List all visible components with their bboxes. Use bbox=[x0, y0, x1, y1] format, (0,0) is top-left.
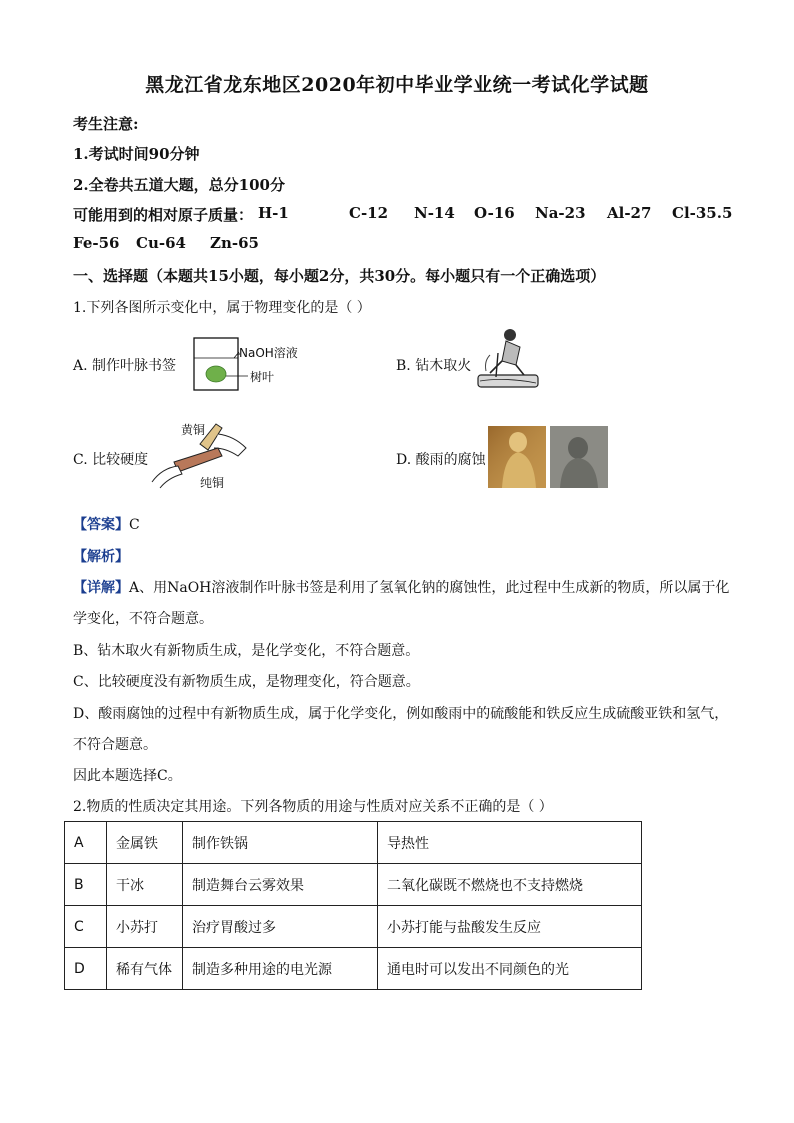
detail-tag: 【详解】 bbox=[73, 580, 129, 596]
question-2-stem: 2.物质的性质决定其用途。下列各物质的用途与性质对应关系不正确的是（ ） bbox=[73, 799, 553, 815]
table-cell: 制作铁锅 bbox=[183, 822, 378, 864]
notice-item-time: 1.考试时间90分钟 bbox=[73, 145, 200, 163]
section-heading: 一、选择题（本题共15小题，每小题2分，共30分。每小题只有一个正确选项） bbox=[73, 267, 606, 285]
question-1-stem: 1.下列各图所示变化中，属于物理变化的是（ ） bbox=[73, 300, 371, 316]
brass-label: 黄铜 bbox=[181, 423, 206, 437]
option-b-label: B. 钻木取火 bbox=[396, 358, 472, 374]
option-a-label: A. 制作叶脉书签 bbox=[73, 358, 177, 374]
table-cell: 治疗胃酸过多 bbox=[183, 906, 378, 948]
atomic-mass-zn: Zn-65 bbox=[210, 234, 259, 252]
answer-value: C bbox=[129, 517, 140, 533]
table-cell: 金属铁 bbox=[107, 822, 183, 864]
atomic-mass-n: N-14 bbox=[414, 204, 455, 222]
detail-c-line: C、比较硬度没有新物质生成，是物理变化，符合题意。 bbox=[73, 674, 420, 690]
atomic-mass-c: C-12 bbox=[349, 204, 389, 222]
pure-copper-label: 纯铜 bbox=[200, 476, 225, 490]
table-cell: 制造舞台云雾效果 bbox=[183, 864, 378, 906]
atomic-mass-al: Al-27 bbox=[607, 204, 652, 222]
detail-d-line-1: D、酸雨腐蚀的过程中有新物质生成，属于化学变化，例如酸雨中的硫酸能和铁反应生成硫酸亚铁和氢气， bbox=[73, 706, 729, 722]
table-cell: 通电时可以发出不同颜色的光 bbox=[378, 948, 642, 990]
table-cell: 制造多种用途的电光源 bbox=[183, 948, 378, 990]
naoh-solution-label: NaOH溶液 bbox=[239, 346, 298, 360]
drilling-wood-fire-icon bbox=[476, 325, 542, 393]
atomic-mass-o: O-16 bbox=[474, 204, 515, 222]
detail-d-line-2: 不符合题意。 bbox=[73, 737, 157, 753]
leaf-label: 树叶 bbox=[250, 370, 275, 384]
detail-a-line-2: 学变化，不符合题意。 bbox=[73, 611, 213, 627]
notice-heading: 考生注意: bbox=[73, 115, 139, 133]
answer-line bbox=[73, 514, 140, 534]
table-row bbox=[65, 822, 642, 864]
option-d-label: D. 酸雨的腐蚀 bbox=[396, 452, 486, 468]
analysis-tag: 【解析】 bbox=[73, 549, 129, 565]
analysis-line bbox=[73, 546, 129, 566]
table-cell: B bbox=[65, 864, 107, 906]
atomic-mass-cl: Cl-35.5 bbox=[672, 204, 733, 222]
atomic-mass-h: H-1 bbox=[258, 204, 289, 222]
detail-a-text-1: A、用NaOH溶液制作叶脉书签是利用了氢氧化钠的腐蚀性，此过程中生成新的物质，所以属于化 bbox=[129, 580, 730, 596]
table-cell: D bbox=[65, 948, 107, 990]
table-cell: 稀有气体 bbox=[107, 948, 183, 990]
page-title: 黑龙江省龙东地区2020年初中毕业学业统一考试化学试题 bbox=[145, 74, 649, 96]
atomic-mass-na: Na-23 bbox=[535, 204, 586, 222]
table-cell: A bbox=[65, 822, 107, 864]
notice-item-score: 2.全卷共五道大题，总分100分 bbox=[73, 176, 285, 194]
atomic-mass-cu: Cu-64 bbox=[136, 234, 186, 252]
option-c-label: C. 比较硬度 bbox=[73, 452, 149, 468]
table-row bbox=[65, 906, 642, 948]
table-cell: 小苏打能与盐酸发生反应 bbox=[378, 906, 642, 948]
table-row bbox=[65, 948, 642, 990]
detail-b-line: B、钻木取火有新物质生成，是化学变化，不符合题意。 bbox=[73, 643, 420, 659]
conclusion-line: 因此本题选择C。 bbox=[73, 768, 182, 784]
atomic-mass-fe: Fe-56 bbox=[73, 234, 120, 252]
question-2-table bbox=[64, 821, 642, 990]
table-cell: 二氧化碳既不燃烧也不支持燃烧 bbox=[378, 864, 642, 906]
detail-a-line-1 bbox=[73, 577, 729, 597]
table-cell: 干冰 bbox=[107, 864, 183, 906]
table-cell: 导热性 bbox=[378, 822, 642, 864]
acid-rain-statue-photos bbox=[488, 426, 608, 488]
table-row bbox=[65, 864, 642, 906]
table-cell: 小苏打 bbox=[107, 906, 183, 948]
atomic-mass-label: 可能用到的相对原子质量： bbox=[73, 206, 254, 224]
answer-tag: 【答案】 bbox=[73, 517, 129, 533]
table-cell: C bbox=[65, 906, 107, 948]
